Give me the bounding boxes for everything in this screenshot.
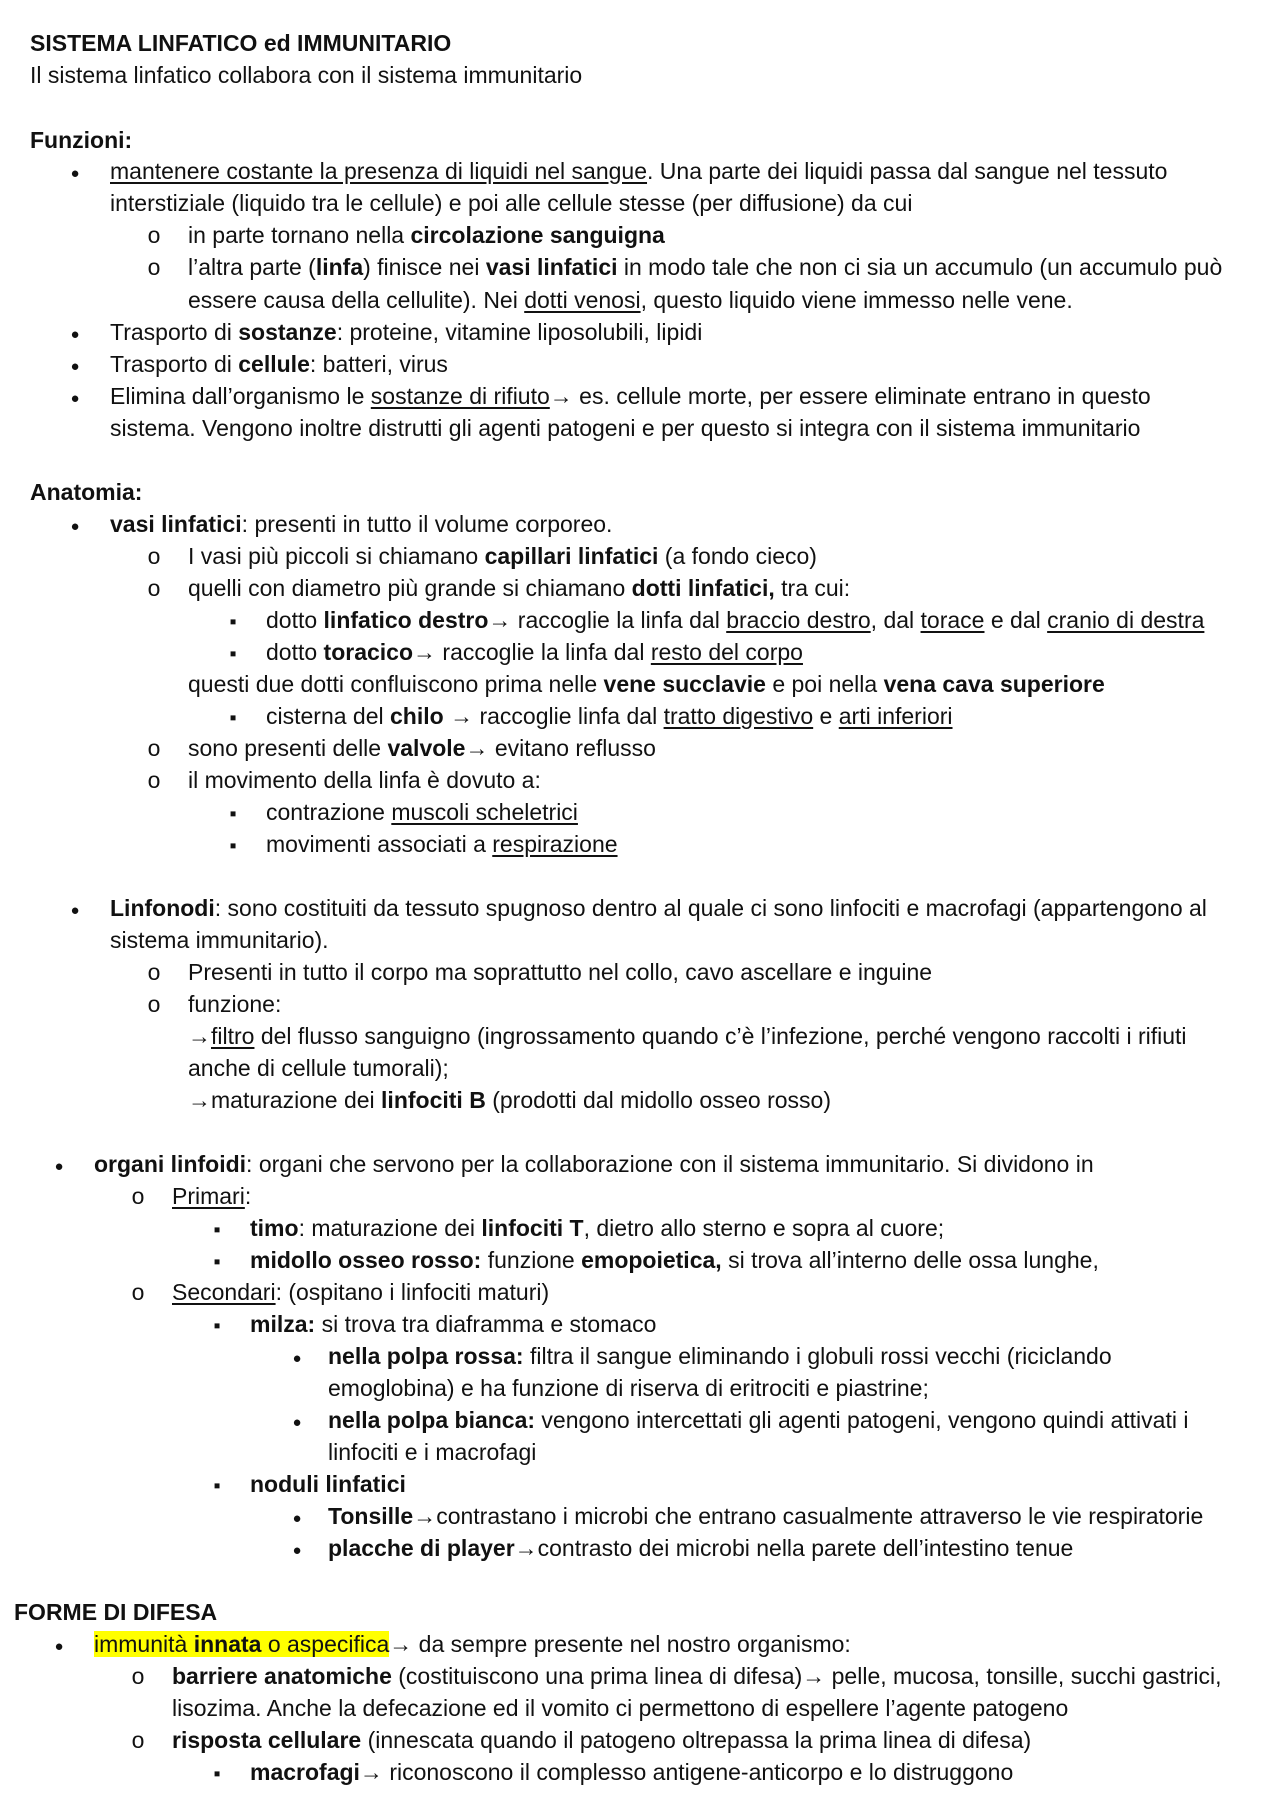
anatomia-item: vasi linfatici: presenti in tutto il volume corporeo. <box>110 511 613 537</box>
movimento-item: movimenti associati a respirazione <box>266 831 618 857</box>
bullet-icon <box>68 347 82 383</box>
anatomia-heading: Anatomia: <box>30 479 143 505</box>
doc-subtitle: Il sistema linfatico collabora con il sistema immunitario <box>30 62 583 88</box>
milza-item: nella polpa rossa: filtra il sangue eliminando i globuli rossi vecchi (riciclando <box>328 1343 1112 1369</box>
funzione-item: Trasporto di cellule: batteri, virus <box>110 351 448 377</box>
anatomia-subitem: quelli con diametro più grande si chiamano dotti linfatici, tra cui: <box>188 575 851 601</box>
bullet-icon <box>290 1499 304 1535</box>
square-bullet-icon <box>226 636 240 670</box>
doc-title: SISTEMA LINFATICO ed IMMUNITARIO <box>30 30 452 56</box>
funzione-item: mantenere costante la presenza di liquidi nel sangue. Una parte dei liquidi passa dal sangue nel tessuto <box>110 158 1168 184</box>
funzione-item-cont: sistema. Vengono inoltre distrutti gli agenti patogeni e per questo si integra con il sistema immunitario <box>110 415 1141 441</box>
dotto-item: dotto toracico→ raccoglie la linfa dal resto del corpo <box>266 639 803 665</box>
bullet-icon <box>290 1531 304 1567</box>
funzione-filtro: →filtro del flusso sanguigno (ingrossamento quando c’è l’infezione, perché vengono raccolti i rifiuti <box>188 1023 1187 1049</box>
milza-item-cont: linfociti e i macrofagi <box>328 1439 537 1465</box>
funzione-item: Elimina dall’organismo le sostanze di rifiuto→ es. cellule morte, per essere eliminate entrano in questo <box>110 383 1151 409</box>
organi-item: organi linfoidi: organi che servono per la collaborazione con il sistema immunitario. Si dividono in <box>94 1151 1094 1177</box>
cellulare-item: macrofagi→ riconoscono il complesso antigene-anticorpo e lo distruggono <box>250 1759 1014 1785</box>
circle-bullet-icon <box>146 732 162 764</box>
funzione-subitem-cont: essere causa della cellulite). Nei dotti venosi, questo liquido viene immesso nelle vene. <box>188 287 1073 313</box>
square-bullet-icon <box>226 828 240 862</box>
secondario-item: milza: si trova tra diaframma e stomaco <box>250 1311 657 1337</box>
difesa-heading: FORME DI DIFESA <box>14 1599 218 1625</box>
circle-bullet-icon <box>130 1276 146 1308</box>
linfonodi-item: Linfonodi: sono costituiti da tessuto spugnoso dentro al quale ci sono linfociti e macrofagi (appartengono al <box>110 895 1207 921</box>
bullet-icon <box>68 315 82 351</box>
difesa-subitem: risposta cellulare (innescata quando il patogeno oltrepassa la prima linea di difesa) <box>172 1727 1032 1753</box>
circle-bullet-icon <box>130 1180 146 1212</box>
milza-item-cont: emoglobina) e ha funzione di riserva di eritrociti e piastrine; <box>328 1375 929 1401</box>
circle-bullet-icon <box>130 1660 146 1692</box>
circle-bullet-icon <box>146 540 162 572</box>
square-bullet-icon <box>210 1308 224 1342</box>
secondario-item: noduli linfatici <box>250 1471 406 1497</box>
difesa-item: immunità innata o aspecifica→ da sempre presente nel nostro organismo: <box>94 1631 851 1657</box>
dotto-item: dotto linfatico destro→ raccoglie la linfa dal braccio destro, dal torace e dal cranio di destra <box>266 607 1205 633</box>
confluenza-text: questi due dotti confluiscono prima nelle vene succlavie e poi nella vena cava superiore <box>188 671 1105 697</box>
noduli-item: placche di player→contrasto dei microbi nella parete dell’intestino tenue <box>328 1535 1074 1561</box>
noduli-item: Tonsille→contrastano i microbi che entrano casualmente attraverso le vie respiratorie <box>328 1503 1204 1529</box>
difesa-subitem-cont: lisozima. Anche la defecazione ed il vomito ci permettono di espellere l’agente patogeno <box>172 1695 1069 1721</box>
anatomia-subitem: il movimento della linfa è dovuto a: <box>188 767 541 793</box>
movimento-item: contrazione muscoli scheletrici <box>266 799 578 825</box>
square-bullet-icon <box>210 1756 224 1790</box>
bullet-icon <box>52 1627 66 1663</box>
square-bullet-icon <box>210 1244 224 1278</box>
square-bullet-icon <box>210 1468 224 1502</box>
circle-bullet-icon <box>146 251 162 283</box>
circle-bullet-icon <box>146 764 162 796</box>
bullet-icon <box>290 1403 304 1439</box>
circle-bullet-icon <box>146 956 162 988</box>
square-bullet-icon <box>226 604 240 638</box>
funzione-item-cont: interstiziale (liquido tra le cellule) e poi alle cellule stesse (per diffusione) da cui <box>110 190 913 216</box>
funzione-item: Trasporto di sostanze: proteine, vitamine liposolubili, lipidi <box>110 319 703 345</box>
circle-bullet-icon <box>130 1724 146 1756</box>
primario-item: timo: maturazione dei linfociti T, dietro allo sterno e sopra al cuore; <box>250 1215 945 1241</box>
circle-bullet-icon <box>146 219 162 251</box>
bullet-icon <box>68 507 82 543</box>
linfonodi-subitem: Presenti in tutto il corpo ma soprattutto nel collo, cavo ascellare e inguine <box>188 959 933 985</box>
bullet-icon <box>52 1147 66 1183</box>
circle-bullet-icon <box>146 572 162 604</box>
funzione-maturazione: →maturazione dei linfociti B (prodotti dal midollo osseo rosso) <box>188 1087 831 1113</box>
funzioni-heading: Funzioni: <box>30 127 133 153</box>
anatomia-subitem: sono presenti delle valvole→ evitano reflusso <box>188 735 656 761</box>
circle-bullet-icon <box>146 988 162 1020</box>
difesa-subitem: barriere anatomiche (costituiscono una prima linea di difesa)→ pelle, mucosa, tonsille, succhi gastrici, <box>172 1663 1222 1689</box>
funzione-filtro-cont: anche di cellule tumorali); <box>188 1055 449 1081</box>
bullet-icon <box>290 1339 304 1375</box>
organi-primari: Primari: <box>172 1183 252 1209</box>
bullet-icon <box>68 379 82 415</box>
bullet-icon <box>68 891 82 927</box>
anatomia-subitem: I vasi più piccoli si chiamano capillari linfatici (a fondo cieco) <box>188 543 817 569</box>
funzione-subitem: in parte tornano nella circolazione sanguigna <box>188 222 665 248</box>
square-bullet-icon <box>210 1212 224 1246</box>
square-bullet-icon <box>226 796 240 830</box>
organi-secondari: Secondari: (ospitano i linfociti maturi) <box>172 1279 550 1305</box>
primario-item: midollo osseo rosso: funzione emopoietica, si trova all’interno delle ossa lunghe, <box>250 1247 1099 1273</box>
bullet-icon <box>68 154 82 190</box>
dotto-item: cisterna del chilo → raccoglie linfa dal tratto digestivo e arti inferiori <box>266 703 953 729</box>
linfonodi-subitem: funzione: <box>188 991 282 1017</box>
square-bullet-icon <box>226 700 240 734</box>
milza-item: nella polpa bianca: vengono intercettati gli agenti patogeni, vengono quindi attivati i <box>328 1407 1189 1433</box>
linfonodi-item-cont: sistema immunitario). <box>110 927 329 953</box>
funzione-subitem: l’altra parte (linfa) finisce nei vasi linfatici in modo tale che non ci sia un accumulo (un accumulo può <box>188 254 1223 280</box>
